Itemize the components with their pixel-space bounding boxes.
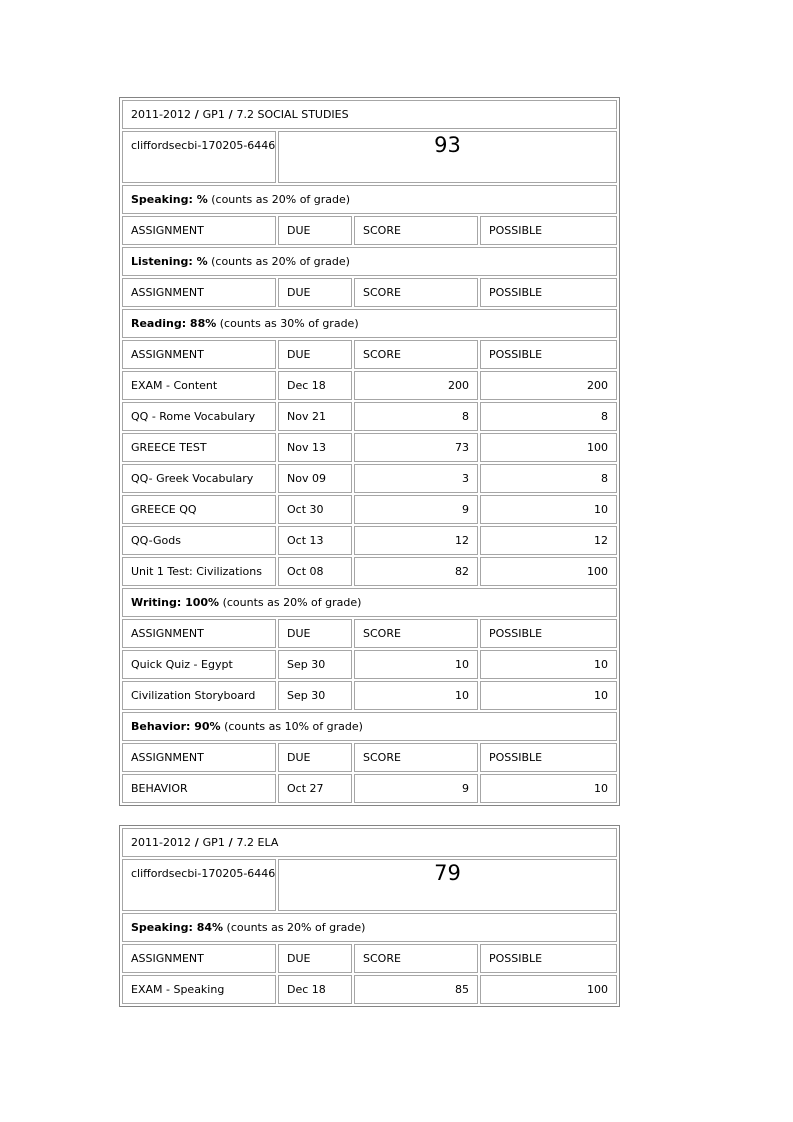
possible-column-header: POSSIBLE (480, 944, 617, 973)
category-weight-note: (counts as 20% of grade) (219, 596, 362, 609)
course-grade: 79 (278, 859, 617, 911)
assignment-name: Civilization Storyboard (122, 681, 276, 710)
assignment-name: GREECE QQ (122, 495, 276, 524)
due-column-header: DUE (278, 944, 352, 973)
category-weight-note: (counts as 20% of grade) (223, 921, 366, 934)
due-column-header: DUE (278, 619, 352, 648)
student-id: cliffordsecbi-170205-6446 (122, 859, 276, 911)
category-label (122, 712, 617, 741)
category-row (122, 247, 617, 276)
score-value: 10 (354, 650, 478, 679)
category-label (122, 309, 617, 338)
assignment-column-header: ASSIGNMENT (122, 944, 276, 973)
possible-value: 100 (480, 557, 617, 586)
due-date: Nov 09 (278, 464, 352, 493)
category-row (122, 185, 617, 214)
title-separator: / (224, 108, 237, 121)
category-label (122, 588, 617, 617)
assignment-name: GREECE TEST (122, 433, 276, 462)
due-date: Sep 30 (278, 650, 352, 679)
due-column-header: DUE (278, 278, 352, 307)
possible-value: 100 (480, 433, 617, 462)
course-grade-table (119, 825, 620, 1007)
course-grade: 93 (278, 131, 617, 183)
assignment-row (122, 975, 617, 1004)
assignment-row (122, 371, 617, 400)
category-name: Reading: 88% (131, 317, 217, 330)
category-name: Writing: 100% (131, 596, 220, 609)
category-name: Behavior: 90% (131, 720, 221, 733)
due-date: Oct 13 (278, 526, 352, 555)
score-value: 8 (354, 402, 478, 431)
category-weight-note: (counts as 20% of grade) (207, 255, 350, 268)
title-segment: 7.2 SOCIAL STUDIES (236, 108, 349, 121)
possible-value: 100 (480, 975, 617, 1004)
due-date: Sep 30 (278, 681, 352, 710)
due-date: Oct 08 (278, 557, 352, 586)
title-segment: 7.2 ELA (236, 836, 279, 849)
assignment-row (122, 774, 617, 803)
possible-value: 8 (480, 464, 617, 493)
title-segment: GP1 (202, 836, 225, 849)
score-value: 9 (354, 495, 478, 524)
category-row (122, 309, 617, 338)
possible-column-header: POSSIBLE (480, 743, 617, 772)
score-value: 73 (354, 433, 478, 462)
course-title (122, 828, 617, 857)
due-column-header: DUE (278, 340, 352, 369)
assignment-column-header: ASSIGNMENT (122, 216, 276, 245)
score-column-header: SCORE (354, 340, 478, 369)
due-column-header: DUE (278, 216, 352, 245)
possible-value: 10 (480, 495, 617, 524)
category-row (122, 588, 617, 617)
student-grade-row (122, 131, 617, 183)
gradebook-tables (119, 97, 620, 1026)
column-header-row (122, 340, 617, 369)
due-date: Nov 13 (278, 433, 352, 462)
assignment-row (122, 557, 617, 586)
assignment-name: Quick Quiz - Egypt (122, 650, 276, 679)
category-row (122, 913, 617, 942)
possible-value: 10 (480, 681, 617, 710)
assignment-name: EXAM - Content (122, 371, 276, 400)
due-date: Oct 27 (278, 774, 352, 803)
column-header-row (122, 944, 617, 973)
category-name: Speaking: 84% (131, 921, 224, 934)
possible-column-header: POSSIBLE (480, 619, 617, 648)
possible-value: 12 (480, 526, 617, 555)
assignment-row (122, 681, 617, 710)
score-value: 85 (354, 975, 478, 1004)
course-title-row (122, 100, 617, 129)
possible-value: 200 (480, 371, 617, 400)
assignment-name: QQ- Greek Vocabulary (122, 464, 276, 493)
possible-column-header: POSSIBLE (480, 278, 617, 307)
assignment-row (122, 650, 617, 679)
course-title-row (122, 828, 617, 857)
assignment-row (122, 402, 617, 431)
assignment-name: EXAM - Speaking (122, 975, 276, 1004)
category-weight-note: (counts as 10% of grade) (220, 720, 363, 733)
score-value: 9 (354, 774, 478, 803)
category-label (122, 185, 617, 214)
possible-column-header: POSSIBLE (480, 340, 617, 369)
assignment-column-header: ASSIGNMENT (122, 619, 276, 648)
column-header-row (122, 743, 617, 772)
category-label (122, 247, 617, 276)
score-column-header: SCORE (354, 944, 478, 973)
course-grade-table (119, 97, 620, 806)
category-label (122, 913, 617, 942)
possible-column-header: POSSIBLE (480, 216, 617, 245)
assignment-column-header: ASSIGNMENT (122, 278, 276, 307)
course-title (122, 100, 617, 129)
score-value: 200 (354, 371, 478, 400)
category-weight-note: (counts as 30% of grade) (216, 317, 359, 330)
assignment-name: Unit 1 Test: Civilizations (122, 557, 276, 586)
category-name: Listening: % (131, 255, 208, 268)
score-value: 82 (354, 557, 478, 586)
title-segment: GP1 (202, 108, 225, 121)
possible-value: 10 (480, 650, 617, 679)
assignment-name: QQ-Gods (122, 526, 276, 555)
score-column-header: SCORE (354, 619, 478, 648)
assignment-row (122, 464, 617, 493)
due-date: Nov 21 (278, 402, 352, 431)
student-id: cliffordsecbi-170205-6446 (122, 131, 276, 183)
due-date: Dec 18 (278, 371, 352, 400)
possible-value: 10 (480, 774, 617, 803)
title-segment: 2011-2012 (131, 836, 191, 849)
score-column-header: SCORE (354, 278, 478, 307)
column-header-row (122, 278, 617, 307)
category-weight-note: (counts as 20% of grade) (207, 193, 351, 206)
column-header-row (122, 216, 617, 245)
category-row (122, 712, 617, 741)
score-value: 10 (354, 681, 478, 710)
assignment-row (122, 526, 617, 555)
title-separator: / (190, 836, 203, 849)
assignment-name: BEHAVIOR (122, 774, 276, 803)
due-column-header: DUE (278, 743, 352, 772)
assignment-row (122, 495, 617, 524)
score-column-header: SCORE (354, 216, 478, 245)
assignment-name: QQ - Rome Vocabulary (122, 402, 276, 431)
score-column-header: SCORE (354, 743, 478, 772)
due-date: Oct 30 (278, 495, 352, 524)
title-segment: 2011-2012 (131, 108, 191, 121)
assignment-column-header: ASSIGNMENT (122, 743, 276, 772)
title-separator: / (224, 836, 237, 849)
assignment-column-header: ASSIGNMENT (122, 340, 276, 369)
score-value: 3 (354, 464, 478, 493)
title-separator: / (190, 108, 203, 121)
score-value: 12 (354, 526, 478, 555)
student-grade-row (122, 859, 617, 911)
due-date: Dec 18 (278, 975, 352, 1004)
column-header-row (122, 619, 617, 648)
assignment-row (122, 433, 617, 462)
category-name: Speaking: % (131, 193, 208, 206)
possible-value: 8 (480, 402, 617, 431)
